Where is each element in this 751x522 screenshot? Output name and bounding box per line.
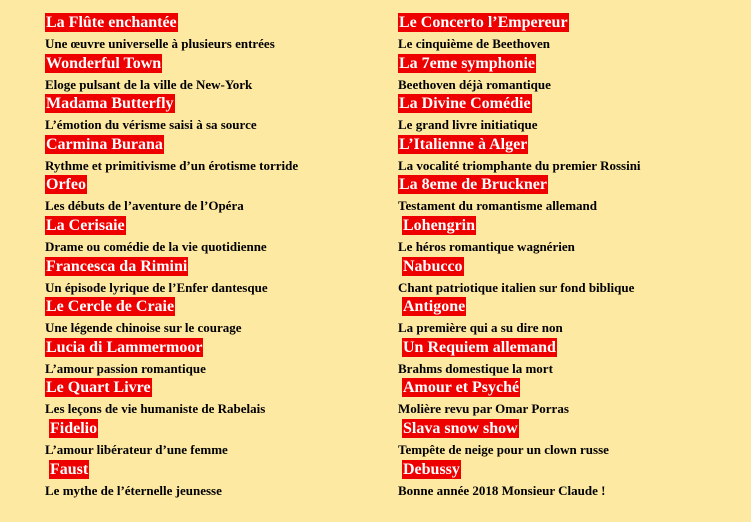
program-description: Le grand livre initiatique [398,117,538,133]
program-title: Madama Butterfly [46,95,174,113]
program-title: Le Concerto l’Empereur [399,14,568,31]
program-description: Le cinquième de Beethoven [398,36,551,51]
program-title: Wonderful Town [46,54,162,72]
program-title: Lohengrin [403,216,476,234]
program-description: Le héros romantique wagnérien [398,238,575,254]
program-entry [45,175,405,216]
program-title: Un Requiem allemand [403,338,556,356]
left-column [45,13,405,500]
program-title: La 7eme symphonie [399,54,535,72]
program-entry [398,257,751,298]
program-title: Le Quart Livre [46,379,151,397]
program-title: Debussy [403,460,460,478]
program-entry [45,257,405,298]
program-description: Beethoven déjà romantique [398,76,551,92]
program-entry [398,460,751,501]
program-entry [398,378,751,419]
program-description: Testament du romantisme allemand [398,198,597,214]
program-title: Faust [50,460,89,478]
program-title: La Flûte enchantée [46,14,177,31]
program-entry [398,419,751,460]
program-description: Tempête de neige pour un clown russe [398,441,609,457]
right-column [398,13,751,500]
program-entry [398,216,751,257]
program-entry [45,216,405,257]
program-entry [398,175,751,216]
program-title: Francesca da Rimini [46,257,188,275]
program-title: Antigone [403,298,466,316]
program-title: Nabucco [403,257,463,275]
program-entry [45,460,405,501]
program-description: Les débuts de l’aventure de l’Opéra [45,198,244,214]
program-entry [398,135,751,176]
program-description: Molière revu par Omar Porras [398,401,569,417]
program-entry [45,297,405,338]
program-description: Brahms domestique la mort [398,360,553,376]
program-title: Slava snow show [403,419,518,437]
program-entry [398,54,751,95]
program-entry [398,338,751,379]
program-title: Orfeo [46,176,86,194]
program-description: Chant patriotique italien sur fond biblique [398,279,635,295]
program-entry [45,94,405,135]
program-title: Fidelio [50,419,98,437]
program-description: La première qui a su dire non [398,320,563,336]
program-description: Le mythe de l’éternelle jeunesse [45,482,222,498]
program-title: La 8eme de Bruckner [399,176,547,194]
program-title: La Divine Comédie [399,95,531,113]
program-entry [45,419,405,460]
program-title: Lucia di Lammermoor [46,338,203,356]
program-description: Bonne année 2018 Monsieur Claude ! [398,482,606,498]
program-entry [45,54,405,95]
program-entry [398,94,751,135]
program-entry [45,378,405,419]
program-entry [45,338,405,379]
program-title: Carmina Burana [46,135,163,153]
program-description: L’émotion du vérisme saisi à sa source [45,117,257,133]
program-description: L’amour libérateur d’une femme [45,441,228,457]
program-description: Un épisode lyrique de l’Enfer dantesque [45,279,268,295]
program-description: Une œuvre universelle à plusieurs entrées [45,36,275,51]
program-entry [45,135,405,176]
program-entry [45,13,405,54]
program-title: Le Cercle de Craie [46,298,175,316]
program-entry [398,297,751,338]
program-description: L’amour passion romantique [45,360,206,376]
program-description: La vocalité triomphante du premier Rossini [398,157,641,173]
program-title: Amour et Psyché [403,379,520,397]
program-description: Une légende chinoise sur le courage [45,320,242,336]
program-title: L’Italienne à Alger [399,135,528,153]
program-description: Eloge pulsant de la ville de New-York [45,76,253,92]
program-description: Drame ou comédie de la vie quotidienne [45,238,267,254]
program-description: Rythme et primitivisme d’un érotisme torride [45,157,299,173]
program-entry [398,13,751,54]
program-title: La Cerisaie [46,216,125,234]
program-description: Les leçons de vie humaniste de Rabelais [45,401,266,417]
